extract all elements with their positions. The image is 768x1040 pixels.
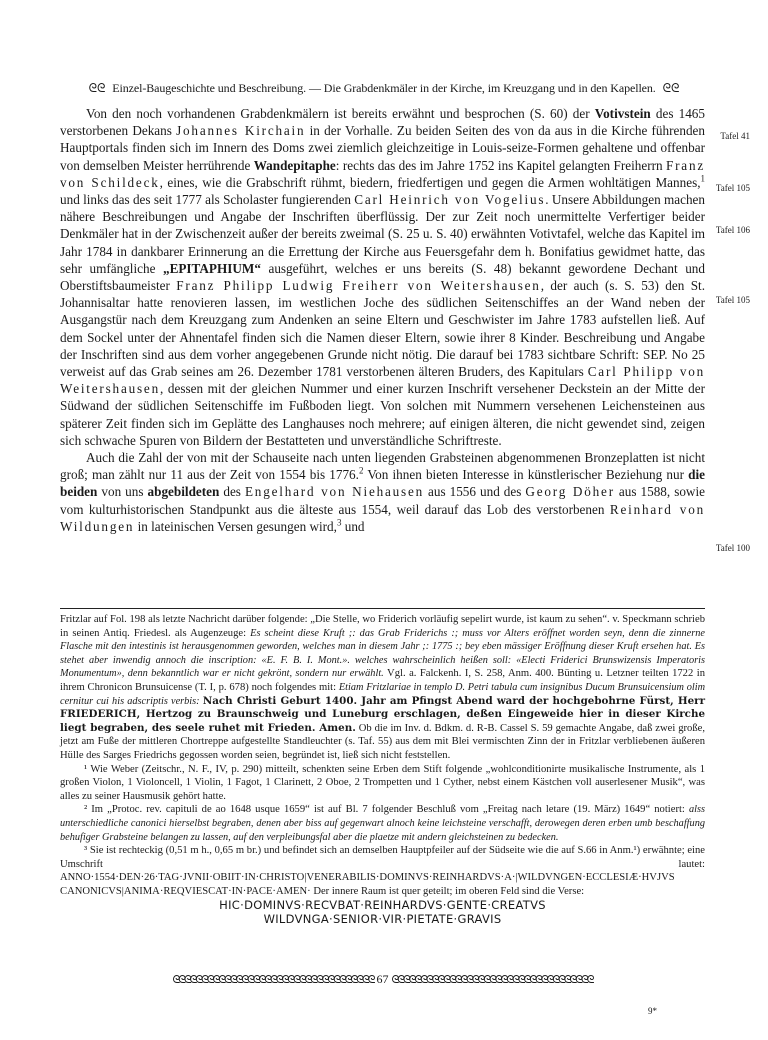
margin-ref: Tafel 106 xyxy=(715,225,750,235)
page-footer xyxy=(60,972,705,987)
header-title: Einzel-Baugeschichte und Beschreibung. — Die Grabdenkmäler in der Kirche, im Kreuzgang und in den Kapellen. xyxy=(112,81,656,95)
running-header xyxy=(60,80,708,96)
footer-ornament-right: ᘓᘓᘓᘓᘓᘓᘓᘓᘓᘓᘓᘓᘓᘓᘓᘓᘓᘓᘓᘓᘓᘓᘓᘓᘓᘓᘓᘓᘓᘓᘓᘓᘓᘓᘓ xyxy=(391,974,593,986)
header-ornament-left: ᘓᘓ xyxy=(88,81,106,95)
footnotes xyxy=(60,613,705,926)
margin-ref: Tafel 105 xyxy=(715,295,750,305)
signature-mark: 9* xyxy=(648,1006,657,1016)
margin-ref: Tafel 105 xyxy=(715,183,750,193)
margin-ref: Tafel 100 xyxy=(715,543,750,553)
footnote-continued: Fritzlar auf Fol. 198 als letzte Nachricht darüber folgende: „Die Stelle, wo Friderich vorläufig sepelirt wurde, ist kaum zu sehen“. v. Speckmann schrieb in seinen Antiq. Friedesl. als Augenzeuge: Es scheint diese Kruft ;: das Grab Friderichs :; muss vor Alters eröffnet worden seyn, denn die zinnerne Flasche mit den intestinis ist herausgenommen geworden, welches man in diesem Jahr ;: 1775 :; bey eben mässiger Eröffnung dieser Kruft ersehen hat. Es stehet aber inwendig annoch die inscription: «E. F. B. I. Mont.». welches wahrscheinlich heißen soll: «Electi Friderici Brunswizensis Imperatoris Monumentum», denn bekanntlich war er nicht gekrönt, sondern nur erwählt. Vgl. a. Falckenh. I, S. 258, Anm. 400. Bünting u. Letzner teilten 1722 in ihrem Chronicon Brunsuicense (T. I, p. 678) noch folgendes mit: Etiam Fritzlariae in templo D. Petri tabula cum insignibus Ducum Brunsuicensium olim cernitur cui his adscriptis verbis: Nach Christi Geburt 1400. Jahr am Pfingst Abend ward der hochgebohrne Fürst, Herr FRIEDERICH, Hertzog zu Braunschweig und Luneburg erschlagen, deßen Eingeweide hier in dieser Kirche liegt begraben, des seele ruhet mit Frieden. Amen. Ob die im Inv. d. Bdkm. d. R-B. Cassel S. 59 gemachte Angabe, daß zwei große, jetzt am Fuße der mittleren Chortreppe aufgestellte Standleuchter (s. Taf. 55) aus dem mit Blei vermischten Zinn der in Fritzlar verbliebenen äußeren Hülle des Sarges Friedrichs gegossen worden seien, begründet ist, ließ sich nicht feststellen. xyxy=(60,614,706,761)
inscription-verse-2: WILDVNGA·SENIOR·VIR·PIETATE·GRAVIS xyxy=(263,912,502,927)
header-ornament-right: ᘓᘓ xyxy=(662,81,680,95)
margin-ref: Tafel 41 xyxy=(720,131,750,141)
footnote-2: ² Im „Protoc. rev. capituli de ao 1648 usque 1659“ ist auf Bl. 7 folgender Beschluß vom „Freitag nach letare (19. März) 1649“ notiert: alss unterschiedliche canonici hierselbst begraben, denen aber biss auf gegenwart alnoch keine leichsteine verschafft, derowegen deren erben umb beschaffung behufiger Grabsteine belangen zu lassen, auf den verpleibungsfal aber die plaetze mit andern gleichsteinen zu bedecken. xyxy=(60,804,705,843)
footnote-3: ³ Sie ist rechteckig (0,51 m h., 0,65 m br.) und befindet sich an demselben Hauptpfeiler auf der Südseite wie die auf S.66 in Anm.¹) erwähnte; eine Umschrift lautet: ANNO·1554·DEN·26·TAG·JVNII·OBIIT·IN·CHRISTO|VENERABILIS·DOMINVS·REINHARDVS·A·|WILDVNGEN·ECCLESIÆ·HVJVS CANONICVS|ANIMA·REQVIESCAT·IN·PACE·AMEN· Der innere Raum ist quer geteilt; im oberen Feld sind die Verse: xyxy=(60,845,705,897)
paragraph: Auch die Zahl der von mit der Schauseite nach unten liegenden Grabsteinen abgenommenen Bronzeplatten ist nicht groß; man zählt nur 11 aus der Zeit von 1554 bis 1776.$^2$ Von ihnen bieten Interesse in künstlerischer Beziehung nur die beiden von uns abgebildeten des Engelhard von Niehausen aus 1556 und des Georg Döher aus 1588, sowie vom kulturhistorischen Standpunkt aus die älteste aus 1554, weil darauf das Lob des verstorbenen Reinhard von Wildungen in lateinischen Versen gesungen wird,$^3$ und xyxy=(60,450,705,534)
body-text xyxy=(60,105,705,535)
inscription-verse-1: HIC·DOMINVS·RECVBAT·REINHARDVS·GENTE·CREATVS xyxy=(219,898,546,913)
paragraph: Von den noch vorhandenen Grabdenkmälern ist bereits erwähnt und besprochen (S. 60) der Votivstein des 1465 verstorbenen Dekans Johannes Kirchain in der Vorhalle. Zu beiden Seiten des von da aus in die Kirche führenden Hauptportals finden sich im Innern des Doms zwei ziemlich gleichzeitige in Louis-seize-Formen gehaltene und offenbar von demselben Meister herrührende Wandepitaphe: rechts das des im Jahre 1752 ins Kapitel gelangten Freiherrn Franz von Schildeck, eines, wie die Grabschrift rühmt, biedern, friedfertigen und gegen die Armen wohltätigen Mannes,$^1$ und links das des seit 1777 als Scholaster fungierenden Carl Heinrich von Vogelius. Unsere Abbildungen machen nähere Beschreibungen und Angabe der Inschriften überflüssig. Der zur Zeit noch unermittelte Verfertiger beider Denkmäler hat in der Zwischenzeit außer der bereits zweimal (S. 25 u. S. 40) erwähnten Votivtafel, welche das Kapitel im Jahr 1784 in dankbarer Erinnerung an die Errettung der Kirche aus Feuersgefahr dem h. Bonifatius gewidmet hatte, das sehr umfängliche „EPITAPHIUM“ ausgeführt, welches er uns bereits (S. 48) bekannt gewordene Dechant und Oberstiftsbaumeister Franz Philipp Ludwig Freiherr von Weitershausen, der auch (s. S. 53) den St. Johannisaltar hatte renovieren lassen, im westlichen Joche des südlichen Seitenschiffes an der Wand neben der Ausgangstür nach dem Kreuzgang zum Andenken an seine Eltern und Geschwister im Jahre 1783 aufstellen ließ. Auf dem Sockel unter der Ahnentafel finden sich die Namen dieser Eltern, sowie ihrer 8 Kinder. Beschreibung und Angabe der Inschriften sind aus dem vorher angegebenen Grunde nicht nötig. Die darauf bei 1783 sichtbare Schrift: SEP. No 25 verweist auf das Grab seines am 26. Dezember 1781 verstorbenen älteren Bruders, des Kapitulars Carl Philipp von Weitershausen, dessen mit der gleichen Nummer und einer kurzen Inschrift versehener Deckstein an der Mitte der Südwand der südlichen Seitenschiffe im Fußboden liegt. Von solchen mit Nummern versehenen Leichensteinen aus späterer Zeit finden sich im Geplätte des Langhauses noch mehrere; auf einigen älteren, die nicht gewendet sind, zeigen sich schwache Spuren von Bildern der Bestatteten und unverständliche Schriftreste. xyxy=(60,106,705,448)
footnote-1: ¹ Wie Weber (Zeitschr., N. F., IV, p. 290) mitteilt, schenkten seine Erben dem Stift folgende „wohlconditionirte musikalische Instrumente, als 1 großen Violon, 1 Violoncell, 1 Violin, 1 Fagot, 1 Clarinett, 2 Oboe, 2 Trompetten und 1 Cyther, nebst einem Kästchen voll auserlesener Musik“, was alles zu seiner Hausmusik gehört hatte. xyxy=(60,763,705,802)
footnote-rule xyxy=(60,608,705,609)
footer-ornament-left: ᘓᘓᘓᘓᘓᘓᘓᘓᘓᘓᘓᘓᘓᘓᘓᘓᘓᘓᘓᘓᘓᘓᘓᘓᘓᘓᘓᘓᘓᘓᘓᘓᘓᘓᘓ xyxy=(172,974,374,986)
page-number: 67 xyxy=(376,972,389,986)
